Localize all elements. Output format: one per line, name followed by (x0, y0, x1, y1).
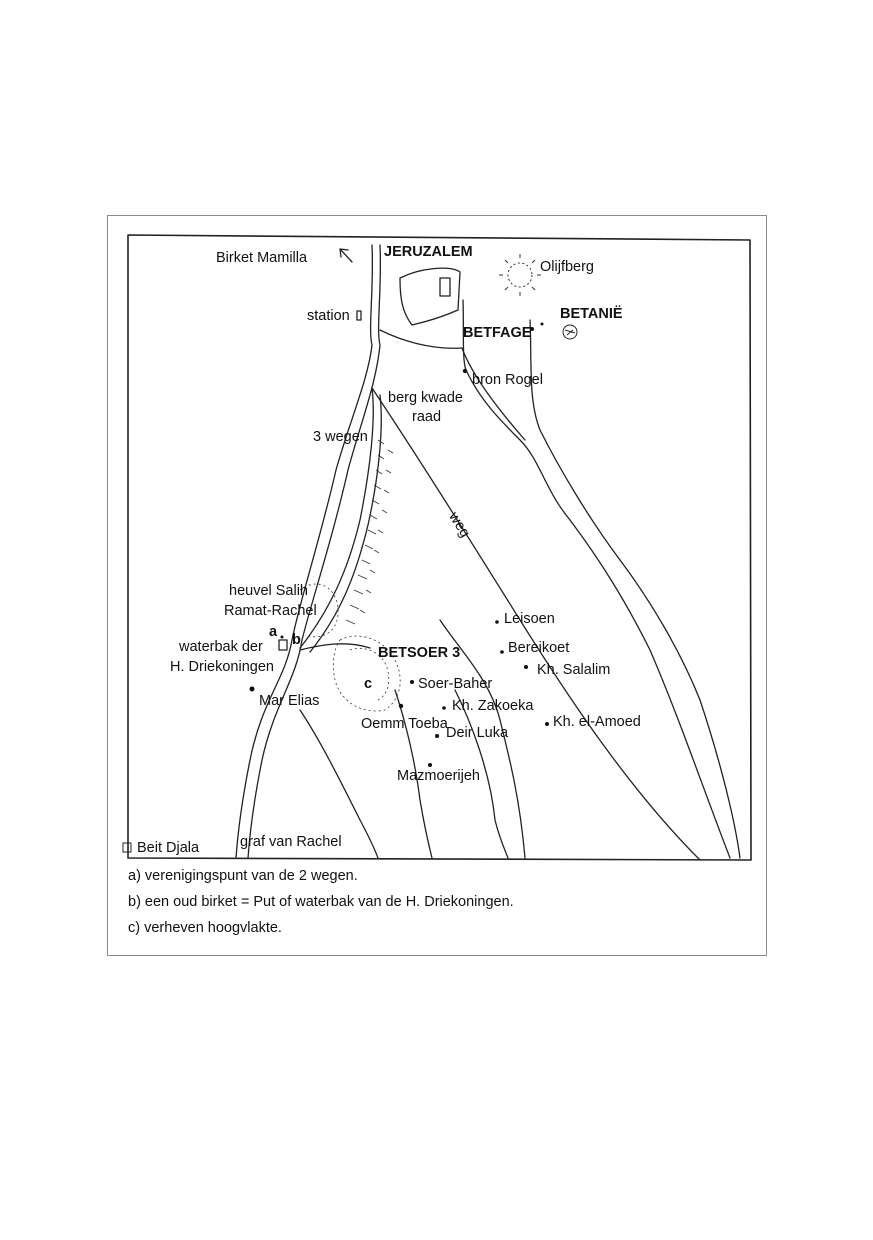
label-berg-kwade: berg kwade (388, 390, 463, 406)
label-weg: weg (445, 509, 473, 541)
city-road-2 (462, 348, 525, 440)
label-waterbak: waterbak der (179, 639, 263, 655)
waterbak-marker (279, 640, 287, 650)
dot-mar-elias (250, 687, 255, 692)
label-olijfberg: Olijfberg (540, 259, 594, 275)
legend-item-b: b) een oud birket = Put of waterbak van de H. Driekoningen. (128, 894, 514, 910)
dot-deir-luka (435, 734, 439, 738)
beit-djala-symbol (123, 843, 131, 852)
road-east-junction (300, 644, 370, 650)
label-bereikoet: Bereikoet (508, 640, 570, 656)
label-marker-b: b (292, 632, 301, 648)
label-mar-elias: Mar Elias (259, 693, 320, 709)
betanie-symbol (563, 325, 577, 339)
city-road-1 (380, 330, 462, 348)
legend-item-c: c) verheven hoogvlakte. (128, 920, 282, 936)
valley-east (530, 320, 740, 858)
dot-bereikoet (500, 650, 504, 654)
dot-bron-rogel (463, 369, 467, 373)
label-leisoen: Leisoen (504, 611, 555, 627)
label-ramat-rachel: Ramat-Rachel (224, 603, 317, 619)
station-marker (357, 311, 361, 320)
label-betsoer: BETSOER 3 (378, 645, 461, 661)
label-kh-zakoeka: Kh. Zakoeka (452, 698, 534, 714)
dot-leisoen (495, 620, 499, 624)
dot-kh-el-amoed (545, 722, 549, 726)
label-jeruzalem: JERUZALEM (384, 244, 473, 260)
label-station: station (307, 308, 350, 324)
dot-soer-baher (410, 680, 414, 684)
label-soer-baher: Soer-Baher (418, 676, 493, 692)
label-raad: raad (412, 409, 442, 425)
label-kh-el-amoed: Kh. el-Amoed (553, 714, 641, 730)
label-birket-mamilla: Birket Mamilla (216, 250, 308, 266)
label-graf-van-rachel: graf van Rachel (240, 834, 342, 850)
label-drie-wegen: 3 wegen (313, 429, 368, 445)
dot-betanie (541, 323, 544, 326)
dot-oemm-toeba (399, 704, 403, 708)
label-oemm-toeba: Oemm Toeba (361, 716, 448, 732)
label-marker-a: a (269, 624, 278, 640)
dot-mazmoerijeh (428, 763, 432, 767)
dot-kh-zakoeka (442, 706, 446, 710)
map-border (128, 235, 751, 860)
jeruzalem-building (440, 278, 450, 296)
legend-item-a: a) verenigingspunt van de 2 wegen. (128, 868, 358, 884)
label-beit-djala: Beit Djala (137, 840, 200, 856)
label-bron-rogel: bron Rogel (472, 372, 543, 388)
label-deir-luka: Deir Luka (446, 725, 509, 741)
road-west-outer (236, 245, 372, 858)
label-marker-c: c (364, 676, 373, 692)
label-betfage: BETFAGE (463, 325, 532, 341)
dot-kh-salalim (524, 665, 528, 669)
jeruzalem-wall (400, 268, 460, 325)
mamilla-arrow (340, 249, 352, 262)
olijfberg-hill (499, 254, 541, 296)
label-mazmoerijeh: Mazmoerijeh (397, 768, 480, 784)
dot-junction-a (281, 636, 284, 639)
label-kh-salalim: Kh. Salalim (537, 662, 611, 678)
label-driekoningen: H. Driekoningen (170, 659, 274, 675)
label-heuvel-salih: heuvel Salih (229, 583, 308, 599)
label-betanie: BETANIË (560, 306, 623, 322)
